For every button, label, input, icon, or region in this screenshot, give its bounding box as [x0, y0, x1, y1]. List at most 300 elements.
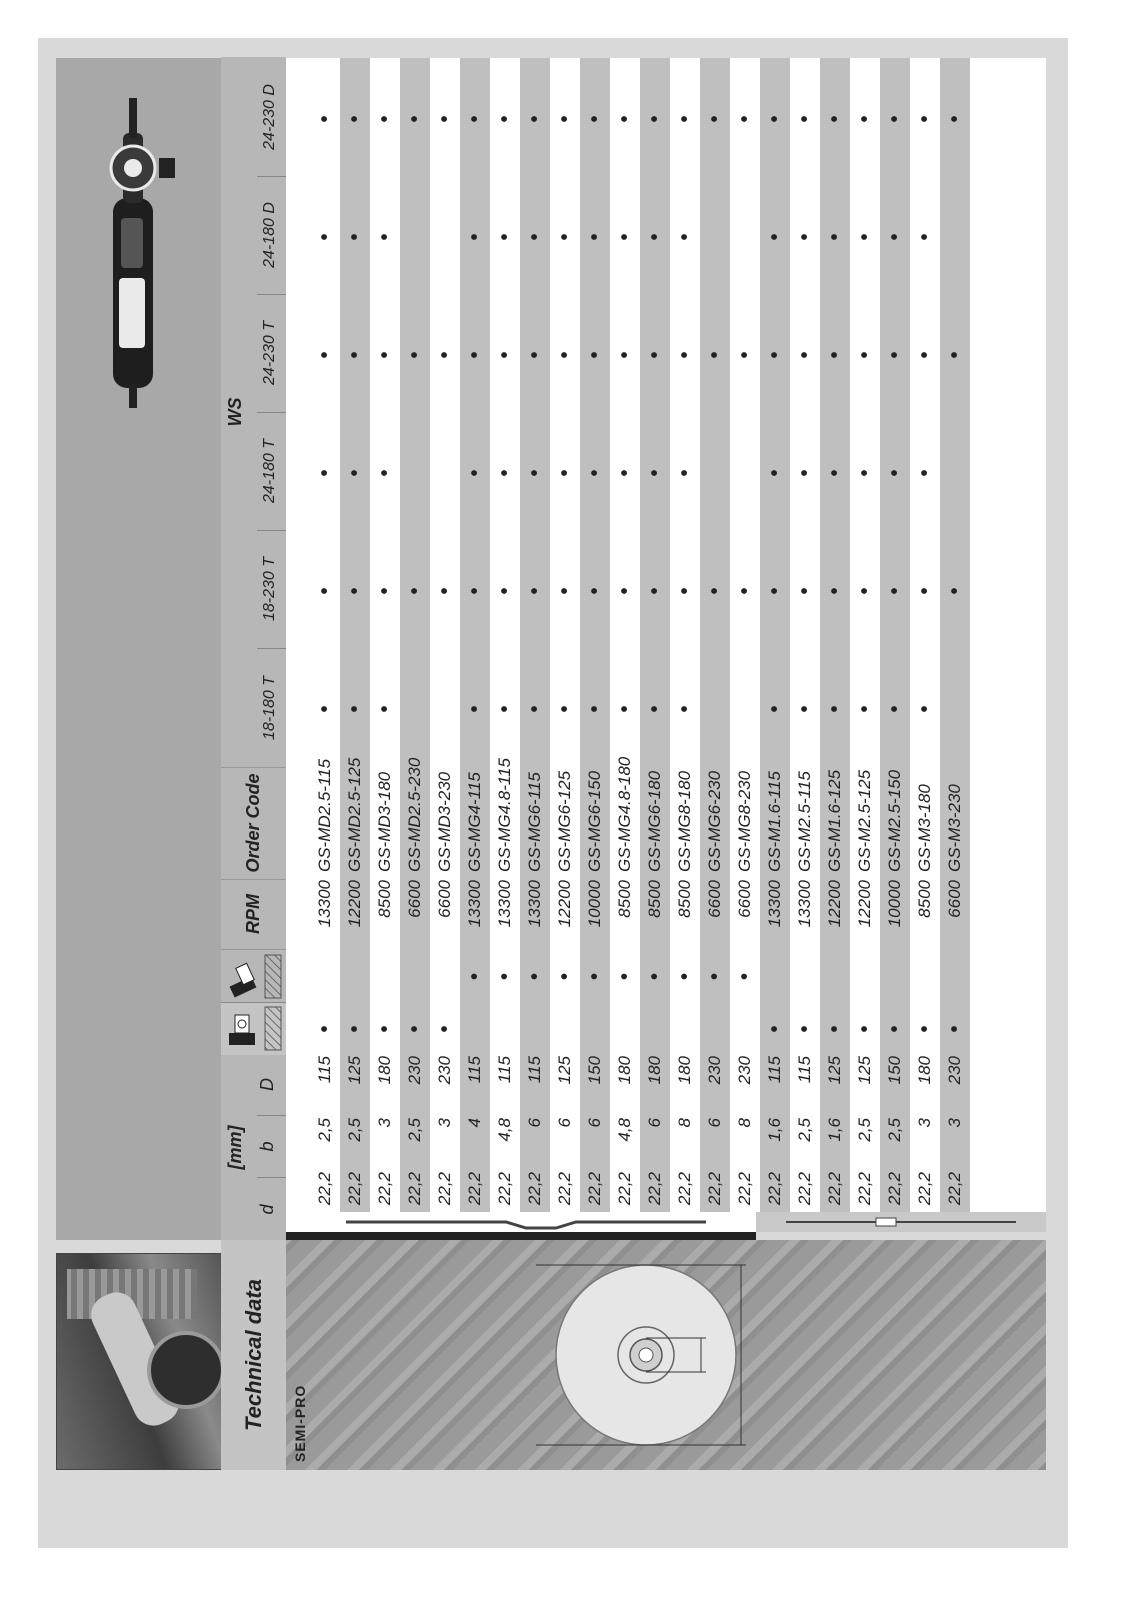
cell-order-code: GS-M1.6-115	[765, 771, 784, 872]
cell-model-availability	[730, 650, 760, 768]
cell-D: 115	[765, 1056, 784, 1084]
cell-order-code: GS-M3-230	[945, 784, 964, 872]
cell-model-availability: •	[944, 587, 966, 595]
cell-application-2: •	[494, 973, 516, 981]
cell-b: 4,8	[615, 1118, 634, 1142]
cell-b: 6	[645, 1118, 664, 1128]
cell-application-1	[580, 1003, 610, 1055]
cell-model-availability: •	[914, 705, 936, 713]
cell-model-availability: •	[644, 705, 666, 713]
cell-model-availability: •	[794, 705, 816, 713]
table-row	[310, 58, 340, 1212]
cell-model-availability: •	[374, 705, 396, 713]
table-row	[370, 58, 400, 1212]
cell-d: 22,2	[615, 1172, 634, 1206]
cell-b: 3	[435, 1118, 454, 1128]
model-header: 24-230 D	[257, 58, 286, 177]
table-spacer	[286, 58, 310, 1212]
cell-d: 22,2	[735, 1172, 754, 1206]
cell-d: 22,2	[675, 1172, 694, 1206]
cell-model-availability: •	[644, 351, 666, 359]
table-row	[520, 58, 550, 1212]
cell-model-availability	[940, 650, 970, 768]
cell-model-availability: •	[404, 115, 426, 123]
cell-b: 4,8	[495, 1118, 514, 1142]
cell-model-availability: •	[344, 115, 366, 123]
cell-model-availability: •	[524, 705, 546, 713]
cell-order-code: GS-M2.5-115	[795, 771, 814, 872]
cell-b: 1,6	[765, 1118, 784, 1142]
cell-rpm: 6600	[945, 880, 964, 918]
model-header: 24-180 T	[257, 412, 286, 531]
cell-model-availability: •	[884, 705, 906, 713]
cell-application-2: •	[554, 973, 576, 981]
cell-model-availability: •	[464, 351, 486, 359]
profile-divider	[286, 1232, 756, 1240]
cell-model-availability	[400, 178, 430, 296]
table-row	[790, 58, 820, 1212]
cell-model-availability	[430, 650, 460, 768]
cell-model-availability: •	[464, 115, 486, 123]
cell-application-2	[370, 950, 400, 1003]
cell-rpm: 13300	[795, 880, 814, 928]
cell-b: 2,5	[345, 1118, 364, 1142]
cell-model-availability: •	[914, 469, 936, 477]
cell-application-2	[790, 950, 820, 1003]
cell-model-availability: •	[524, 469, 546, 477]
cell-b: 3	[915, 1118, 934, 1128]
technical-data-table	[286, 58, 1046, 1212]
col-b-header: b	[257, 1116, 286, 1178]
table-row	[910, 58, 940, 1212]
cell-model-availability: •	[914, 233, 936, 241]
cell-model-availability: •	[764, 233, 786, 241]
cell-rpm: 6600	[705, 880, 724, 918]
cell-model-availability: •	[644, 233, 666, 241]
cell-application-2: •	[524, 973, 546, 981]
cell-application-1	[670, 1003, 700, 1055]
cell-application-1: •	[764, 1025, 786, 1033]
cell-model-availability: •	[614, 233, 636, 241]
cell-model-availability: •	[434, 115, 456, 123]
cell-application-2: •	[584, 973, 606, 981]
cell-d: 22,2	[495, 1172, 514, 1206]
cell-model-availability: •	[794, 233, 816, 241]
cell-order-code: GS-MG6-230	[705, 770, 724, 872]
table-row	[340, 58, 370, 1212]
cell-model-availability: •	[584, 469, 606, 477]
cell-d: 22,2	[855, 1172, 874, 1206]
cell-model-availability	[700, 650, 730, 768]
cell-b: 8	[735, 1118, 754, 1128]
cell-model-availability: •	[554, 351, 576, 359]
cell-model-availability: •	[734, 115, 756, 123]
cell-b: 8	[675, 1118, 694, 1128]
table-spacer	[970, 58, 1046, 1212]
cell-model-availability: •	[494, 351, 516, 359]
table-row	[940, 58, 970, 1212]
cell-model-availability: •	[794, 115, 816, 123]
cell-model-availability: •	[524, 115, 546, 123]
title-cell	[221, 1240, 286, 1470]
cell-rpm: 10000	[585, 880, 604, 928]
cell-model-availability: •	[344, 469, 366, 477]
cell-application-2	[820, 950, 850, 1003]
cell-application-2	[310, 950, 340, 1003]
cell-model-availability: •	[824, 351, 846, 359]
cell-application-1: •	[344, 1025, 366, 1033]
cell-model-availability: •	[584, 705, 606, 713]
cell-rpm: 6600	[405, 880, 424, 918]
cell-rpm: 12200	[345, 880, 364, 928]
cell-rpm: 13300	[525, 880, 544, 928]
cell-application-2: •	[704, 973, 726, 981]
cell-model-availability: •	[884, 351, 906, 359]
spec-sheet	[38, 38, 1068, 1548]
cell-model-availability: •	[854, 469, 876, 477]
cell-D: 180	[375, 1056, 394, 1085]
cell-application-1	[460, 1003, 490, 1055]
cell-model-availability: •	[584, 587, 606, 595]
cell-model-availability: •	[704, 115, 726, 123]
cell-model-availability: •	[644, 469, 666, 477]
cell-b: 1,6	[825, 1118, 844, 1142]
disc-diagram-icon	[286, 1240, 1046, 1470]
cell-order-code: GS-MG6-150	[585, 770, 604, 872]
cell-order-code: GS-M1.6-125	[825, 769, 844, 872]
cell-model-availability: •	[794, 469, 816, 477]
cell-order-code: GS-M2.5-125	[855, 769, 874, 872]
cell-model-availability: •	[614, 587, 636, 595]
cell-rpm: 8500	[675, 880, 694, 918]
cell-d: 22,2	[795, 1172, 814, 1206]
cell-model-availability: •	[704, 587, 726, 595]
cell-rpm: 13300	[765, 880, 784, 928]
cell-application-1: •	[914, 1025, 936, 1033]
cell-d: 22,2	[645, 1172, 664, 1206]
cell-application-1	[550, 1003, 580, 1055]
model-header: 24-230 T	[257, 294, 286, 413]
cell-application-2: •	[614, 973, 636, 981]
cell-model-availability: •	[524, 233, 546, 241]
cell-application-2	[910, 950, 940, 1003]
table-row	[490, 58, 520, 1212]
mm-label: [mm]	[225, 1125, 245, 1170]
cell-d: 22,2	[435, 1172, 454, 1206]
cell-D: 115	[315, 1056, 334, 1084]
table-row	[730, 58, 760, 1212]
cell-model-availability: •	[374, 587, 396, 595]
cell-model-availability: •	[464, 233, 486, 241]
cell-application-1	[730, 1003, 760, 1055]
cell-rpm: 8500	[615, 880, 634, 918]
cell-model-availability	[430, 178, 460, 296]
ws-group-label: WS	[225, 397, 245, 427]
cell-model-availability: •	[554, 233, 576, 241]
cell-model-availability: •	[494, 469, 516, 477]
cell-model-availability: •	[374, 351, 396, 359]
cell-model-availability: •	[854, 233, 876, 241]
cell-model-availability: •	[794, 587, 816, 595]
cell-D: 230	[705, 1056, 724, 1085]
table-row	[760, 58, 790, 1212]
cell-model-availability: •	[554, 587, 576, 595]
cell-order-code: GS-MG4.8-115	[495, 757, 514, 872]
cell-rpm: 13300	[495, 880, 514, 928]
table-row	[850, 58, 880, 1212]
cell-model-availability	[700, 178, 730, 296]
cell-model-availability: •	[914, 587, 936, 595]
cell-b: 6	[555, 1118, 574, 1128]
cell-model-availability: •	[794, 351, 816, 359]
cell-application-1	[700, 1003, 730, 1055]
cell-model-availability: •	[614, 469, 636, 477]
cell-model-availability: •	[884, 115, 906, 123]
table-row	[550, 58, 580, 1212]
cell-order-code: GS-MD2.5-125	[345, 757, 364, 872]
cell-model-availability: •	[464, 705, 486, 713]
cell-application-1	[490, 1003, 520, 1055]
cell-d: 22,2	[765, 1172, 784, 1206]
cell-d: 22,2	[555, 1172, 574, 1206]
cell-model-availability: •	[554, 469, 576, 477]
cell-model-availability: •	[314, 233, 336, 241]
cell-model-availability: •	[554, 115, 576, 123]
disc-illustration-panel	[286, 1240, 1046, 1470]
ws-models-header	[221, 57, 286, 768]
cell-D: 150	[585, 1056, 604, 1085]
cell-order-code: GS-M2.5-150	[885, 769, 904, 872]
cell-D: 125	[855, 1056, 874, 1085]
cell-rpm: 12200	[825, 880, 844, 928]
table-row	[610, 58, 640, 1212]
cell-D: 115	[495, 1056, 514, 1084]
cell-model-availability	[730, 414, 760, 532]
cell-model-availability: •	[914, 351, 936, 359]
cell-model-availability: •	[344, 233, 366, 241]
cell-b: 2,5	[315, 1118, 334, 1142]
cell-model-availability: •	[494, 587, 516, 595]
cell-application-1: •	[374, 1025, 396, 1033]
cell-model-availability: •	[764, 469, 786, 477]
cell-b: 4	[465, 1118, 484, 1128]
cell-application-1	[610, 1003, 640, 1055]
cell-D: 180	[615, 1056, 634, 1085]
cell-model-availability: •	[314, 115, 336, 123]
cell-model-availability: •	[404, 587, 426, 595]
cell-application-2	[940, 950, 970, 1003]
cell-d: 22,2	[885, 1172, 904, 1206]
cell-model-availability	[430, 414, 460, 532]
cell-model-availability: •	[584, 115, 606, 123]
cell-model-availability: •	[464, 469, 486, 477]
cell-model-availability: •	[824, 705, 846, 713]
cell-order-code: GS-MG8-230	[735, 770, 754, 872]
col-d-header: d	[257, 1204, 277, 1215]
table-row	[640, 58, 670, 1212]
table-row	[580, 58, 610, 1212]
cell-b: 2,5	[795, 1118, 814, 1142]
cell-D: 115	[465, 1056, 484, 1084]
cell-model-availability: •	[884, 469, 906, 477]
cell-D: 115	[525, 1056, 544, 1084]
table-row	[880, 58, 910, 1212]
table-row	[400, 58, 430, 1212]
cell-model-availability: •	[344, 351, 366, 359]
cell-model-availability: •	[644, 587, 666, 595]
cell-model-availability	[940, 178, 970, 296]
cell-model-availability: •	[314, 587, 336, 595]
cell-application-1	[520, 1003, 550, 1055]
page-title: Technical data	[240, 1279, 266, 1432]
rotated-page	[38, 38, 1068, 1488]
cell-order-code: GS-MG6-125	[555, 770, 574, 872]
cell-model-availability: •	[404, 351, 426, 359]
cell-order-code: GS-MD3-230	[435, 771, 454, 872]
cell-model-availability: •	[434, 587, 456, 595]
rpm-header: RPM	[221, 879, 286, 950]
cell-model-availability: •	[374, 115, 396, 123]
cell-d: 22,2	[345, 1172, 364, 1206]
cell-model-availability	[400, 650, 430, 768]
cell-application-1: •	[824, 1025, 846, 1033]
cell-application-2: •	[644, 973, 666, 981]
cell-d: 22,2	[915, 1172, 934, 1206]
cell-application-2	[850, 950, 880, 1003]
cell-application-1: •	[854, 1025, 876, 1033]
product-photo	[56, 1253, 223, 1470]
cell-order-code: GS-MG8-180	[675, 770, 694, 872]
cell-d: 22,2	[945, 1172, 964, 1206]
cell-model-availability: •	[734, 351, 756, 359]
cell-application-2: •	[734, 973, 756, 981]
cell-rpm: 13300	[465, 880, 484, 928]
cell-D: 230	[405, 1056, 424, 1085]
col-D-header: D	[257, 1054, 286, 1116]
cell-model-availability: •	[824, 115, 846, 123]
cell-d: 22,2	[825, 1172, 844, 1206]
cell-model-availability: •	[674, 115, 696, 123]
cell-d: 22,2	[375, 1172, 394, 1206]
cell-model-availability: •	[524, 587, 546, 595]
application-icons-header	[221, 950, 286, 1055]
model-header: 18-180 T	[261, 675, 278, 741]
order-code-header: Order Code	[221, 767, 286, 880]
cell-model-availability: •	[494, 115, 516, 123]
cell-model-availability: •	[854, 115, 876, 123]
cell-d: 22,2	[585, 1172, 604, 1206]
cell-b: 3	[375, 1118, 394, 1128]
cell-model-availability: •	[344, 587, 366, 595]
cell-D: 180	[645, 1056, 664, 1085]
cell-model-availability: •	[374, 233, 396, 241]
cell-D: 115	[795, 1056, 814, 1084]
cell-order-code: GS-M3-180	[915, 784, 934, 872]
cell-model-availability: •	[944, 115, 966, 123]
angle-grinder-icon	[73, 88, 183, 408]
cell-model-availability: •	[554, 705, 576, 713]
cell-model-availability: •	[764, 587, 786, 595]
cell-order-code: GS-MD2.5-115	[315, 758, 334, 872]
cell-model-availability: •	[824, 233, 846, 241]
cell-application-2: •	[674, 973, 696, 981]
cell-model-availability: •	[884, 587, 906, 595]
cell-model-availability: •	[764, 351, 786, 359]
cell-model-availability: •	[524, 351, 546, 359]
dimensions-header	[221, 1055, 286, 1240]
cell-b: 6	[705, 1118, 724, 1128]
cell-model-availability: •	[314, 469, 336, 477]
cell-model-availability: •	[764, 705, 786, 713]
cell-model-availability: •	[854, 351, 876, 359]
model-header: 18-230 T	[257, 530, 286, 649]
cell-application-1	[640, 1003, 670, 1055]
table-row	[460, 58, 490, 1212]
cell-D: 150	[885, 1056, 904, 1085]
cell-rpm: 8500	[915, 880, 934, 918]
cell-application-1: •	[944, 1025, 966, 1033]
cell-model-availability: •	[764, 115, 786, 123]
cell-model-availability: •	[674, 587, 696, 595]
cell-application-2	[430, 950, 460, 1003]
cell-model-availability: •	[584, 351, 606, 359]
model-header: 24-180 D	[257, 176, 286, 295]
cell-model-availability: •	[464, 587, 486, 595]
cell-application-2: •	[464, 973, 486, 981]
cell-rpm: 8500	[375, 880, 394, 918]
cell-application-2	[400, 950, 430, 1003]
cell-application-1: •	[434, 1025, 456, 1033]
cell-model-availability: •	[434, 351, 456, 359]
cell-b: 6	[585, 1118, 604, 1128]
cell-model-availability: •	[824, 587, 846, 595]
cell-d: 22,2	[705, 1172, 724, 1206]
cell-D: 230	[945, 1056, 964, 1085]
cell-b: 3	[945, 1118, 964, 1128]
cell-model-availability: •	[584, 233, 606, 241]
table-row	[820, 58, 850, 1212]
cell-order-code: GS-MG4.8-180	[615, 756, 634, 872]
cell-D: 180	[915, 1056, 934, 1085]
cell-model-availability: •	[344, 705, 366, 713]
cell-b: 2,5	[405, 1118, 424, 1142]
table-row	[430, 58, 460, 1212]
cell-d: 22,2	[405, 1172, 424, 1206]
cell-rpm: 10000	[885, 880, 904, 928]
cell-d: 22,2	[315, 1172, 334, 1206]
photo-grinder-disc	[147, 1331, 223, 1409]
cell-rpm: 6600	[435, 880, 454, 918]
cell-application-1: •	[314, 1025, 336, 1033]
cell-model-availability	[730, 178, 760, 296]
cell-application-2	[760, 950, 790, 1003]
cell-model-availability: •	[944, 351, 966, 359]
cell-model-availability	[940, 414, 970, 532]
cell-model-availability: •	[314, 351, 336, 359]
cell-model-availability: •	[914, 115, 936, 123]
cell-model-availability: •	[614, 705, 636, 713]
cell-D: 230	[735, 1056, 754, 1085]
cell-model-availability: •	[824, 469, 846, 477]
cell-application-2	[340, 950, 370, 1003]
cell-d: 22,2	[465, 1172, 484, 1206]
cell-model-availability: •	[674, 705, 696, 713]
cell-model-availability: •	[674, 233, 696, 241]
cell-order-code: GS-MG4-115	[465, 772, 484, 872]
cell-model-availability: •	[614, 351, 636, 359]
cell-order-code: GS-MD3-180	[375, 771, 394, 872]
cell-model-availability: •	[704, 351, 726, 359]
